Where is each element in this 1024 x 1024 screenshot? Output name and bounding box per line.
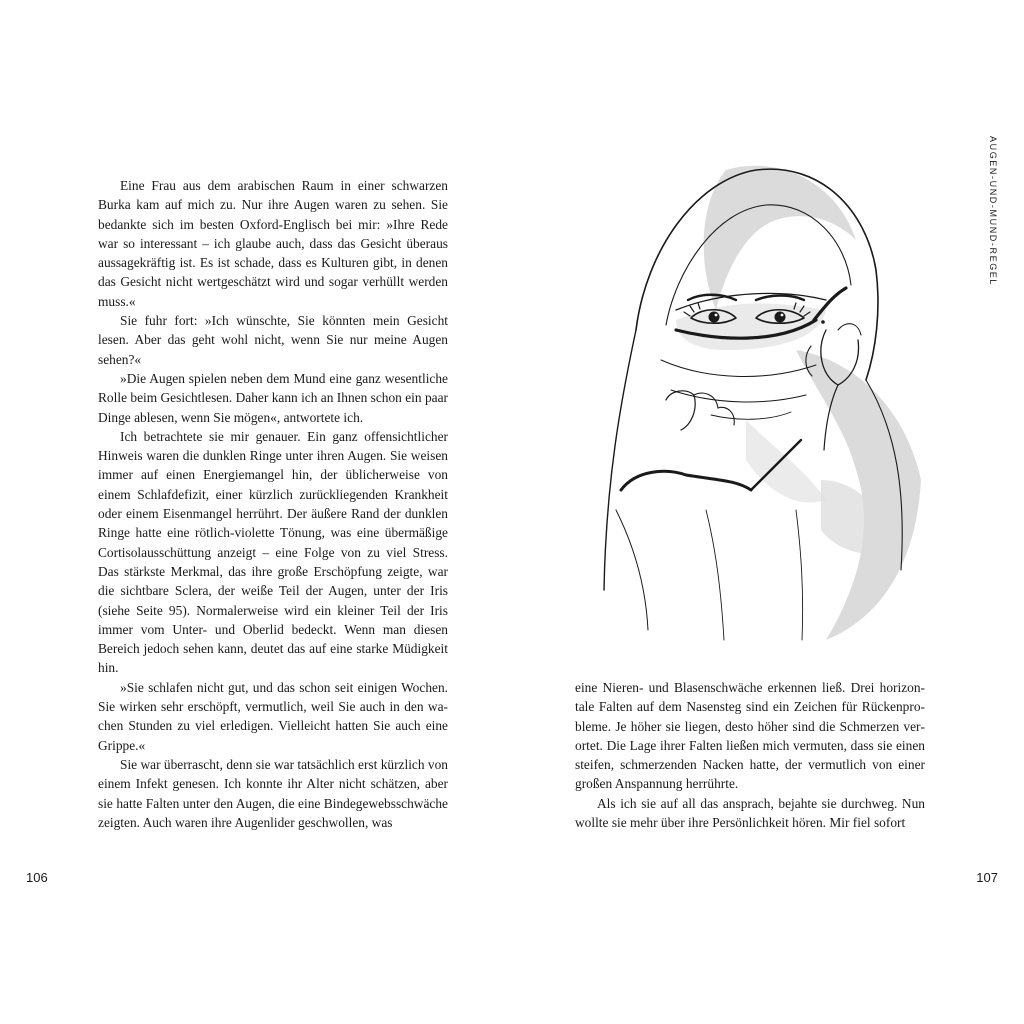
paragraph: »Sie schlafen nicht gut, und das schon seit einigen Wochen. Sie wirken sehr erschöpft, vermutlich, weil Sie auch in den wachen Stunden zu viel erledigen. Vielleicht hatten Sie auch eine Grippe.«: [98, 679, 448, 753]
paragraph: Sie fuhr fort: »Ich wünschte, Sie könnten mein Gesicht lesen. Aber das geht wohl nicht, wenn Sie nur meine Augen sehen?«: [98, 313, 448, 367]
veiled-woman-illustration-icon: [576, 150, 936, 650]
paragraph: Sie war überrascht, denn sie war tatsächlich erst kürzlich von einem Infekt genesen. Ich konnte ihr Alter nicht schätzen, aber sie hatte Falten unter den Augen, die eine Bindegewebsschwäche zeigten. Auch waren ihre Augenlider geschwollen, was: [98, 756, 448, 830]
paragraph: »Die Augen spielen neben dem Mund eine ganz wesentliche Rolle beim Gesichtlesen. Daher kann ich an Ihnen schon ein paar Dinge ablesen, wenn Sie mögen«, antwortete ich.: [98, 370, 448, 425]
page-number-left: 106: [26, 870, 48, 885]
running-head: AUGEN-UND-MUND-REGEL: [988, 136, 998, 287]
left-page-body: [98, 176, 448, 832]
paragraph: Eine Frau aus dem arabischen Raum in einer schwarzen Burka kam auf mich zu. Nur ihre Augen waren zu sehen. Sie bedankte sich im besten Oxford-Englisch bei mir: »Ihre Rede war so interessant – ich glaube auch, dass das Gesicht überaus aussagekräftig ist. Es ist schade, dass es Kulturen gibt, in denen das Gesicht nicht wertgeschätzt wird und sogar verhüllt werden muss.«: [98, 178, 448, 309]
paragraph: eine Nieren- und Blasenschwäche erkennen ließ. Drei horizontale Falten auf dem Nasensteg sind ein Zeichen für Rückenprobleme. Je höher sie liegen, desto höher sind die Schmerzen verortet. Die Lage ihrer Falten ließen mich vermuten, dass sie einen steifen, schmerzenden Nacken hatte, der vermutlich von einer großen Anspannung herrührte.: [575, 680, 925, 792]
right-page: [512, 0, 1024, 1024]
paragraph: Ich betrachtete sie mir genauer. Ein ganz offensichtlicher Hinweis waren die dunklen Ringe unter ihren Augen. Sie weisen immer auf einen Energiemangel hin, der üblicherweise von einem Schlafdefizit, einer kürzlich zurückliegenden Krankheit oder einem Eisenmangel herrührt. Der äußere Rand der dunklen Ringe hatte eine rötlich-violette Tönung, was eine übermäßige Cortisolausschüttung anzeigt – eine Folge von zu viel Stress. Das stärkste Merkmal, das ihre große Erschöpfung zeigte, war die sichtbare Sclera, der weiße Teil der Augen, unter der Iris (siehe Seite 95). Normalerweise wird ein kleiner Teil der Iris immer vom Unter- und Oberlid bedeckt. Wenn man diesen Bereich jedoch sehen kann, deutet das auf eine starke Müdigkeit hin.: [98, 428, 448, 676]
right-page-body: [575, 678, 925, 832]
page-number-right: 107: [976, 870, 998, 885]
paragraph: Als ich sie auf all das ansprach, bejahte sie durchweg. Nun wollte sie mehr über ihre Persönlichkeit hören. Mir fiel sofort: [575, 795, 925, 831]
